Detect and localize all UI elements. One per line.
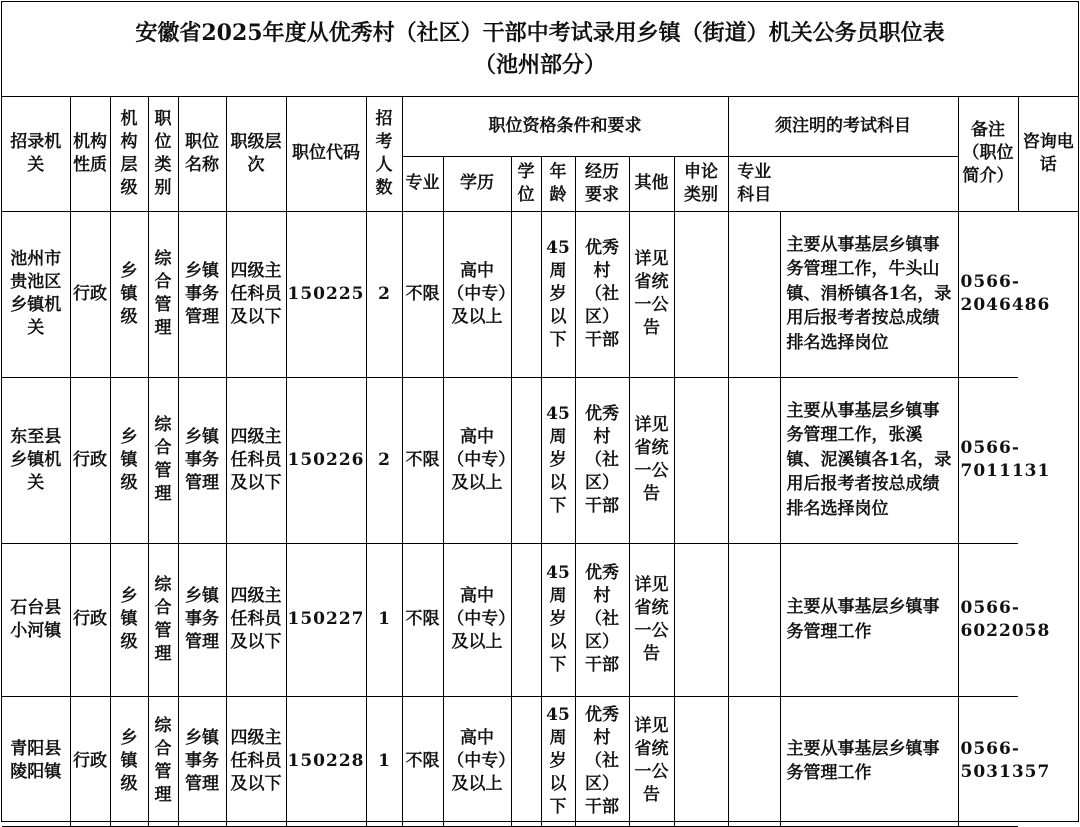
cell-count: 1: [366, 543, 402, 696]
positions-table: [2, 97, 1078, 827]
cell-phone: 0566-7011131: [958, 377, 1018, 543]
header-phone: 咨询电话: [1018, 97, 1078, 211]
cell-level: 乡镇级: [110, 211, 148, 377]
cell-education: 高中（中专）及以上: [443, 377, 511, 543]
cell-nature: 行政: [70, 696, 110, 826]
header-category: 职位类别: [148, 97, 178, 211]
title-line-2: （池州部分）: [473, 52, 606, 78]
cell-level: 乡镇级: [110, 543, 148, 696]
title-line-1: 安徽省2025年度从优秀村（社区）干部中考试录用乡镇（街道）机关公务员职位表: [135, 20, 945, 46]
cell-level: 乡镇级: [110, 377, 148, 543]
cell-essay-category: [674, 377, 728, 543]
header-education: 学历: [443, 156, 511, 211]
cell-age: 45周岁以下: [541, 211, 575, 377]
cell-nature: 行政: [70, 377, 110, 543]
cell-degree: [511, 211, 541, 377]
header-remarks: 备注（职位简介）: [958, 97, 1018, 211]
cell-code: 150228: [286, 696, 366, 826]
cell-major: 不限: [402, 377, 443, 543]
cell-count: 2: [366, 377, 402, 543]
cell-other: 详见省统一公告: [629, 696, 674, 826]
cell-position-name: 乡镇事务管理: [178, 377, 226, 543]
cell-essay-category: [674, 211, 728, 377]
cell-grade: 四级主任科员及以下: [226, 377, 286, 543]
cell-age: 45周岁以下: [541, 543, 575, 696]
cell-phone: 0566-6022058: [958, 543, 1018, 696]
header-experience: 经历要求: [575, 156, 629, 211]
cell-education: 高中（中专）及以上: [443, 211, 511, 377]
cell-category: 综合管理: [148, 543, 178, 696]
header-age: 年龄: [541, 156, 575, 211]
cell-count: 1: [366, 696, 402, 826]
cell-major: 不限: [402, 696, 443, 826]
cell-position-name: 乡镇事务管理: [178, 696, 226, 826]
header-position-name: 职位名称: [178, 97, 226, 211]
position-table-sheet: [1, 1, 1079, 822]
header-agency: 招录机关: [2, 97, 70, 211]
cell-phone: 0566-5031357: [958, 696, 1018, 826]
cell-age: 45周岁以下: [541, 696, 575, 826]
cell-remarks: 主要从事基层乡镇事务管理工作，张溪镇、泥溪镇各1名，录用后报考者按总成绩排名选择岗位: [780, 377, 958, 543]
header-code: 职位代码: [286, 97, 366, 211]
table-row: [2, 377, 1078, 543]
cell-nature: 行政: [70, 543, 110, 696]
cell-code: 150227: [286, 543, 366, 696]
cell-major: 不限: [402, 211, 443, 377]
header-major: 专业: [402, 156, 443, 211]
header-exam-subjects: 须注明的考试科目: [728, 97, 958, 156]
cell-experience: 优秀村（社区）干部: [575, 377, 629, 543]
cell-professional-subject: [728, 543, 780, 696]
cell-education: 高中（中专）及以上: [443, 696, 511, 826]
cell-agency: 石台县小河镇: [2, 543, 70, 696]
header-grade: 职级层次: [226, 97, 286, 211]
cell-degree: [511, 696, 541, 826]
header-qualifications: 职位资格条件和要求: [402, 97, 728, 156]
cell-grade: 四级主任科员及以下: [226, 696, 286, 826]
cell-experience: 优秀村（社区）干部: [575, 696, 629, 826]
cell-professional-subject: [728, 377, 780, 543]
cell-position-name: 乡镇事务管理: [178, 211, 226, 377]
table-title: [2, 2, 1078, 97]
cell-grade: 四级主任科员及以下: [226, 211, 286, 377]
cell-agency: 青阳县陵阳镇: [2, 696, 70, 826]
cell-code: 150226: [286, 377, 366, 543]
header-level: 机构层级: [110, 97, 148, 211]
cell-nature: 行政: [70, 211, 110, 377]
cell-degree: [511, 377, 541, 543]
cell-other: 详见省统一公告: [629, 543, 674, 696]
cell-education: 高中（中专）及以上: [443, 543, 511, 696]
table-row: [2, 211, 1078, 377]
cell-degree: [511, 543, 541, 696]
cell-remarks: 主要从事基层乡镇事务管理工作: [780, 543, 958, 696]
cell-professional-subject: [728, 696, 780, 826]
cell-grade: 四级主任科员及以下: [226, 543, 286, 696]
cell-agency: 池州市贵池区乡镇机关: [2, 211, 70, 377]
cell-professional-subject: [728, 211, 780, 377]
cell-age: 45周岁以下: [541, 377, 575, 543]
header-other: 其他: [629, 156, 674, 211]
cell-other: 详见省统一公告: [629, 211, 674, 377]
cell-level: 乡镇级: [110, 696, 148, 826]
cell-experience: 优秀村（社区）干部: [575, 543, 629, 696]
cell-essay-category: [674, 696, 728, 826]
header-professional-subject: 专业科目: [728, 156, 780, 211]
cell-phone: 0566-2046486: [958, 211, 1018, 377]
cell-agency: 东至县乡镇机关: [2, 377, 70, 543]
cell-remarks: 主要从事基层乡镇事务管理工作: [780, 696, 958, 826]
cell-category: 综合管理: [148, 211, 178, 377]
cell-code: 150225: [286, 211, 366, 377]
table-row: [2, 696, 1078, 826]
cell-category: 综合管理: [148, 377, 178, 543]
cell-essay-category: [674, 543, 728, 696]
header-degree: 学位: [511, 156, 541, 211]
cell-other: 详见省统一公告: [629, 377, 674, 543]
header-nature: 机构性质: [70, 97, 110, 211]
cell-position-name: 乡镇事务管理: [178, 543, 226, 696]
cell-remarks: 主要从事基层乡镇事务管理工作，牛头山镇、涓桥镇各1名，录用后报考者按总成绩排名选择岗位: [780, 211, 958, 377]
header-count: 招考人数: [366, 97, 402, 211]
cell-experience: 优秀村（社区）干部: [575, 211, 629, 377]
table-row: [2, 543, 1078, 696]
cell-category: 综合管理: [148, 696, 178, 826]
header-essay-category: 申论类别: [674, 156, 728, 211]
cell-major: 不限: [402, 543, 443, 696]
cell-count: 2: [366, 211, 402, 377]
